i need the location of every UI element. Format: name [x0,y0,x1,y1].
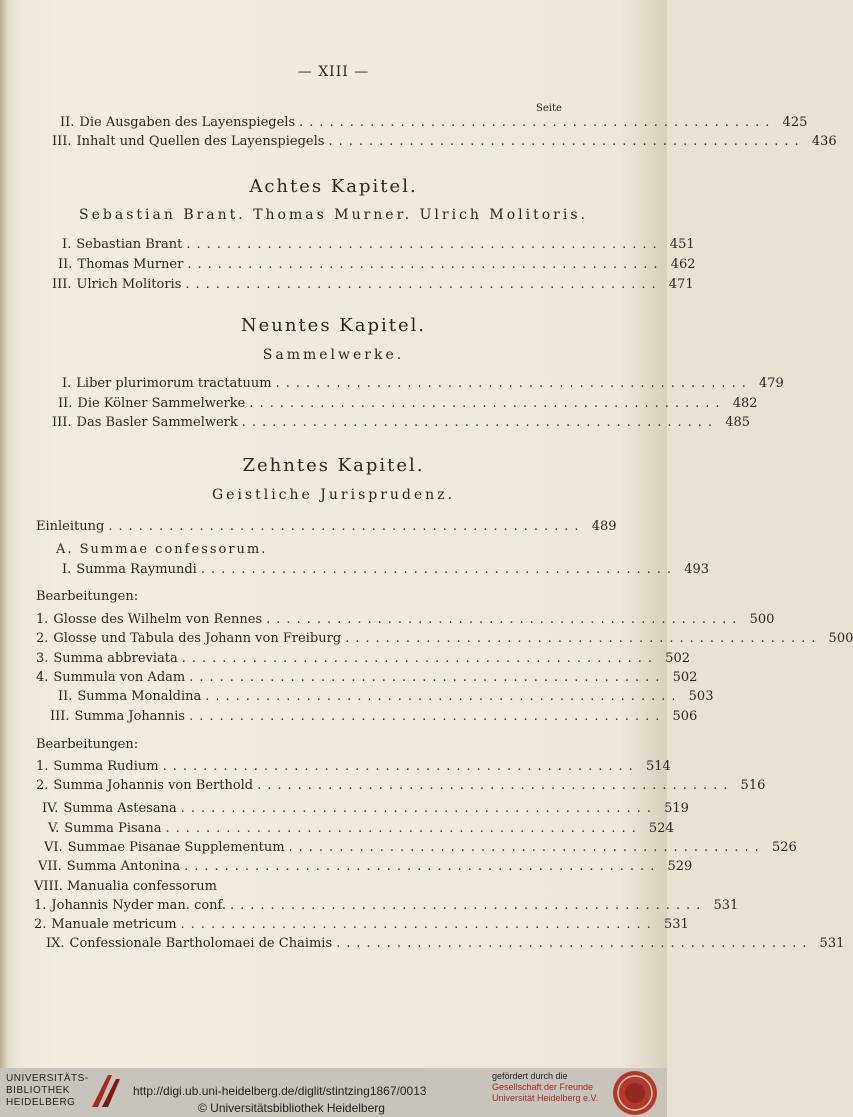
toc-entry: III. Ulrich Molitoris ............................................... 471 [52,277,694,292]
toc-entry: I. Summa Raymundi ............................................... 493 [62,562,710,577]
toc-entry: 1. Glosse des Wilhelm von Rennes ............................................... 500 [36,612,775,627]
toc-entry: II. Thomas Murner ............................................... 462 [58,257,696,272]
chapter-subtitle: Geistliche Jurisprudenz. [211,487,456,503]
toc-entry: 2. Manuale metricum ............................................... 531 [34,917,689,932]
toc-entry: II. Die Ausgaben des Layenspiegels ............................................... 425 [60,115,808,130]
toc-entry: I. Sebastian Brant ............................................... 451 [62,237,695,252]
toc-entry: VI. Summae Pisanae Supplementum ............................................... 526 [44,840,797,855]
toc-entry: III. Inhalt und Quellen des Layenspiegels ............................................... 436 [52,134,837,149]
digitization-footer [0,1068,667,1117]
toc-entry: IX. Confessionale Bartholomaei de Chaimis ............................................... 531 [46,936,845,951]
chapter-title: Zehntes Kapitel. [242,455,425,476]
seite-label: Seite [536,103,562,114]
toc-entry: III. Summa Johannis ............................................... 506 [50,709,698,724]
sponsor-notice: gefördert durch die Gesellschaft der Freunde Universität Heidelberg e.V. [492,1071,599,1103]
toc-entry: III. Das Basler Sammelwerk ............................................... 485 [52,415,751,430]
copyright-notice: © Universitätsbibliothek Heidelberg [198,1101,385,1115]
toc-entry: IV. Summa Astesana ............................................... 519 [42,801,689,816]
permalink-url[interactable]: http://digi.ub.uni-heidelberg.de/diglit/stintzing1867/0013 [133,1084,427,1098]
page-edge [0,0,8,1068]
library-logo-icon [88,1071,126,1111]
sublist-label: Bearbeitungen: [36,589,139,604]
chapter-subtitle: Sebastian Brant. Thomas Murner. Ulrich Molitoris. [79,207,588,223]
toc-entry: Einleitung ............................................... 489 [36,519,617,534]
toc-entry: 1. Johannis Nyder man. conf. ............................................... 531 [34,898,739,913]
toc-entry: I. Liber plurimorum tractatuum ............................................... 479 [62,376,784,391]
section-heading: A. Summae confessorum. [56,542,268,557]
chapter-title: Achtes Kapitel. [249,176,418,197]
toc-entry: 4. Summula von Adam ............................................... 502 [36,670,698,685]
chapter-title: Neuntes Kapitel. [240,315,427,336]
university-seal-icon [612,1070,658,1116]
toc-entry: II. Summa Monaldina ............................................... 503 [58,689,714,704]
toc-entry: 2. Glosse und Tabula des Johann von Freiburg ............................................... 500 [36,631,853,646]
toc-entry: II. Die Kölner Sammelwerke ............................................... 482 [58,396,758,411]
sublist-label: Bearbeitungen: [36,737,139,752]
toc-entry: 2. Summa Johannis von Berthold ............................................... 516 [36,778,766,793]
page-number-header: — XIII — [297,64,370,80]
toc-entry: 1. Summa Rudium ............................................... 514 [36,759,671,774]
toc-entry: VIII. Manualia confessorum [34,879,217,894]
library-name: UNIVERSITÄTS- BIBLIOTHEK HEIDELBERG [6,1073,89,1108]
toc-entry: V. Summa Pisana ............................................... 524 [48,821,674,836]
chapter-subtitle: Sammelwerke. [262,347,405,363]
toc-entry: VII. Summa Antonina ............................................... 529 [38,859,693,874]
toc-entry: 3. Summa abbreviata ............................................... 502 [36,651,690,666]
